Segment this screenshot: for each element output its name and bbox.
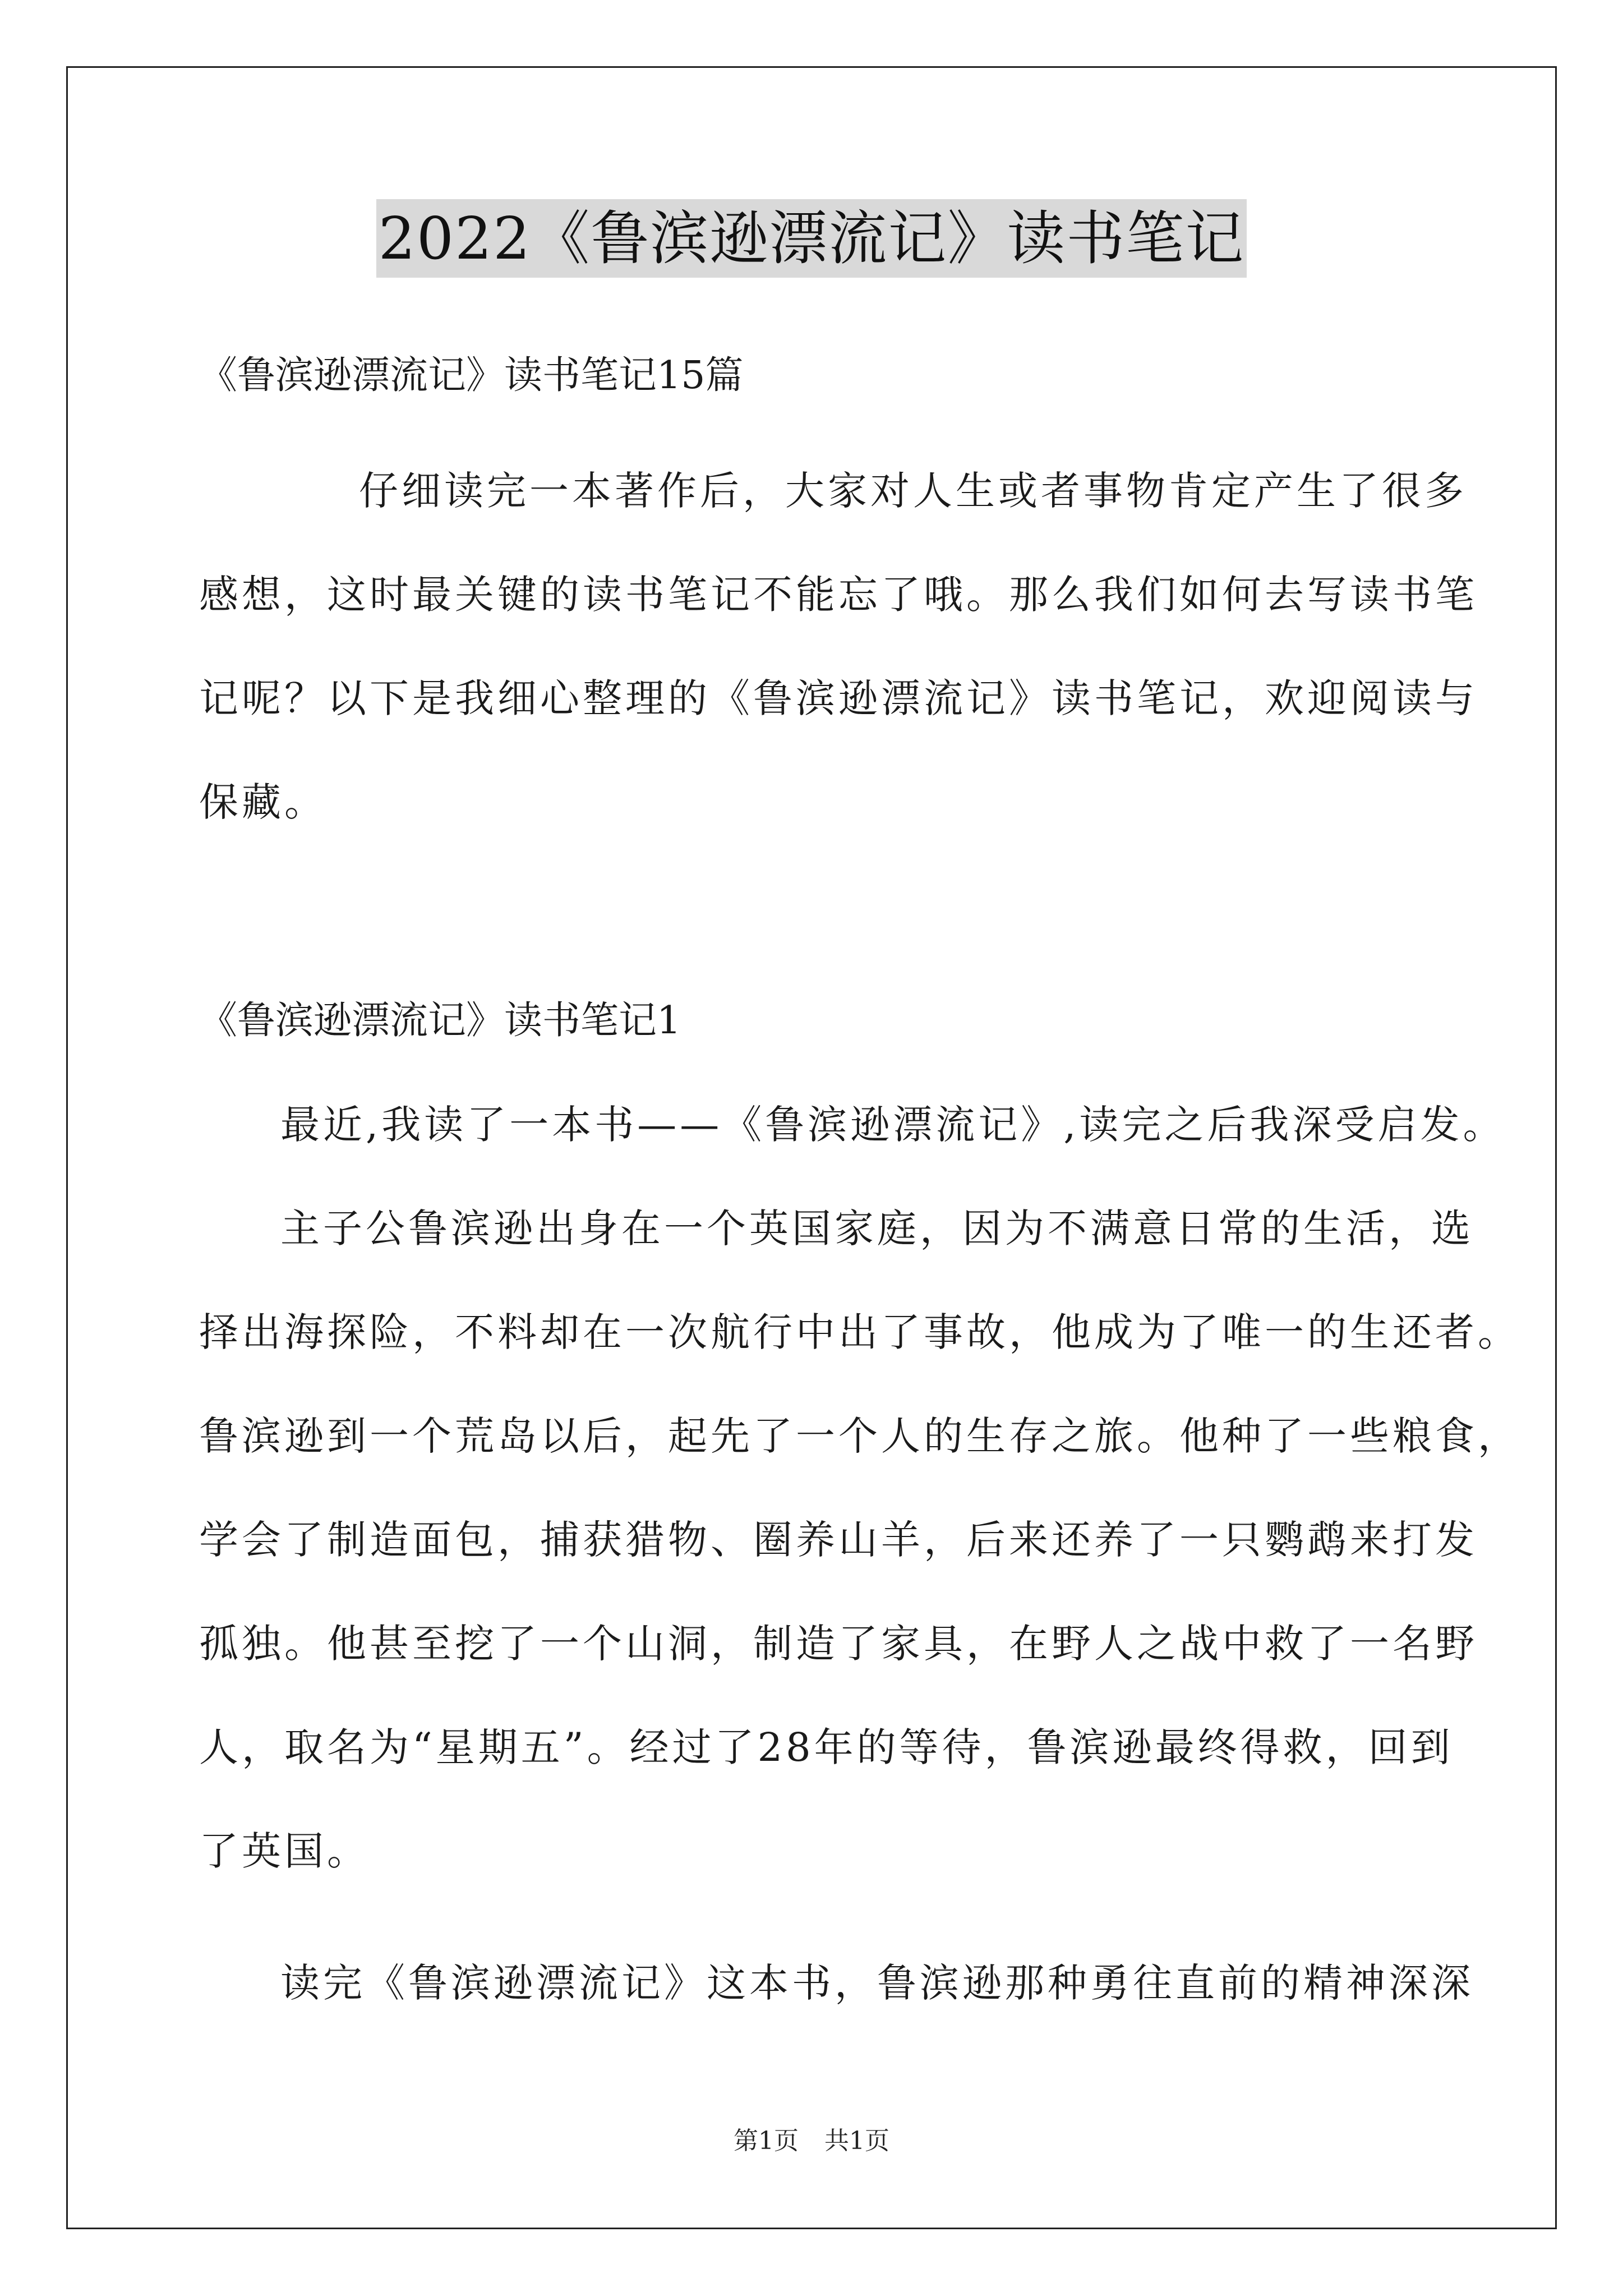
body-line-3: 择出海探险，不料却在一次航行中出了事故，他成为了唯一的生还者。 — [199, 1309, 1520, 1355]
page-number: 第1页 — [734, 2127, 799, 2155]
body-line-7: 人，取名为“星期五”。经过了28年的等待，鲁滨逊最终得救，回到 — [199, 1724, 1454, 1770]
section-heading: 《鲁滨逊漂流记》读书笔记1 — [199, 999, 681, 1043]
subtitle: 《鲁滨逊漂流记》读书笔记15篇 — [199, 353, 744, 398]
page-total: 共1页 — [824, 2127, 889, 2155]
intro-line-3: 记呢？以下是我细心整理的《鲁滨逊漂流记》读书笔记，欢迎阅读与 — [199, 675, 1478, 721]
intro-line-2: 感想，这时最关键的读书笔记不能忘了哦。那么我们如何去写读书笔 — [199, 572, 1478, 618]
title-container — [0, 199, 1623, 278]
body-line-9: 读完《鲁滨逊漂流记》这本书，鲁滨逊那种勇往直前的精神深深 — [280, 1960, 1474, 2006]
body-line-5: 学会了制造面包，捕获猎物、圈养山羊，后来还养了一只鹦鹉来打发 — [199, 1517, 1478, 1563]
body-line-1: 最近,我读了一本书——《鲁滨逊漂流记》,读完之后我深受启发。 — [280, 1102, 1506, 1148]
body-line-8: 了英国。 — [199, 1828, 370, 1874]
page-footer — [0, 2124, 1623, 2158]
body-line-6: 孤独。他甚至挖了一个山洞，制造了家具，在野人之战中救了一名野 — [199, 1621, 1478, 1667]
body-line-2: 主子公鲁滨逊出身在一个英国家庭，因为不满意日常的生活，选 — [280, 1205, 1474, 1251]
intro-line-4: 保藏。 — [199, 779, 327, 825]
body-line-4: 鲁滨逊到一个荒岛以后，起先了一个人的生存之旅。他种了一些粮食， — [199, 1413, 1520, 1459]
intro-line-1: 仔细读完一本著作后，大家对人生或者事物肯定产生了很多 — [359, 468, 1467, 514]
document-title: 2022《鲁滨逊漂流记》读书笔记 — [376, 199, 1247, 278]
